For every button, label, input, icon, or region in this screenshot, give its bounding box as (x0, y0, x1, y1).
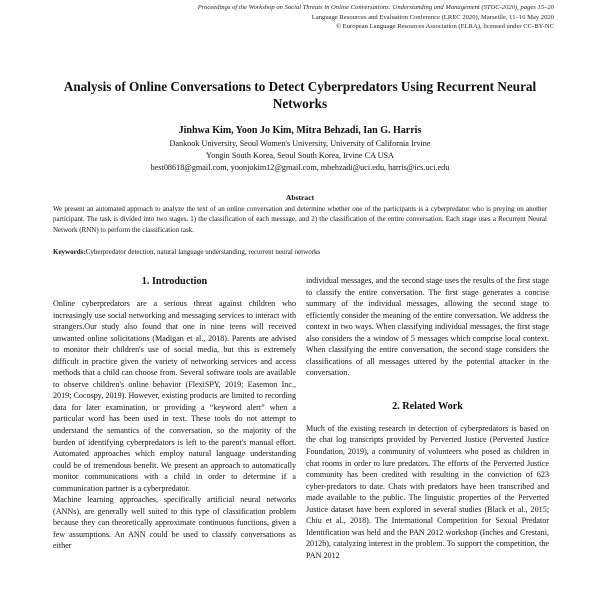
left-column (53, 276, 296, 552)
header-line-2: Language Resources and Evaluation Conference (LREC 2020), Marseille, 11–16 May 2020 (311, 13, 554, 21)
affiliations (40, 138, 560, 174)
header-line-3: © European Language Resources Association (ELRA), licensed under CC-BY-NC (336, 23, 554, 31)
intro-paragraph-1: Online cyberpredators are a serious threat against children who increasingly use social networking and messaging services to interact with strangers.Our study also found that one in nine teens will received unwanted online solicitations (Madigan et al., 2018). Parents are advised to monitor their children's use of social media, but this is extremely difficult in practice given the variety of networking services and access methods that a child can choose from. Several software tools are available to observe children's online behavior (FlexiSPY, 2019; Easemon Inc., 2019; Cocospy, 2019). However, existing products are limited to recording data for later examination, or providing a “keyword alert” when a particular word has been used in text. These tools do not attempt to understand the semantics of the conversation, so the majority of the burden of identifying cyberpredators is left to the parent's manual effort. Automated approaches which employ natural language understanding could be of tremendous benefit. We present an approach to automatically monitor communications with a child in order to determine if a communication partner is a cyberpredator. (53, 299, 296, 493)
right-column (306, 275, 549, 561)
keywords-label: Keywords: (53, 248, 86, 256)
intro-continued-paragraph: individual messages, and the second stage uses the results of the first stage to classify the entire conversation. The first stage generates a concise summary of the individual messages, allowing the second stage to efficiently consider the meaning of the entire conversation. We address the context in two ways. When classifying individual messages, the first stage also considers the a window of 5 messages which comprise local context. When classifying the entire conversation, the second stage considers the classifications of all messages uttered by the potential attacker in the conversation. (306, 276, 549, 378)
intro-paragraph-2: Machine learning approaches, specifically artificial neural networks (ANNs), are generally well suited to this type of classification problem because they can theoretically approximate continuous functions, given a few assumptions. An ANN could be used to classify conversations as either (53, 495, 296, 551)
section-heading-introduction: 1. Introduction (141, 276, 208, 287)
related-work-paragraph: Much of the existing research in detection of cyberpredators is based on the chat log transcripts provided by Perverted Justice (Perverted Justice Foundation, 2019), a community of volunteers who posed as children in chat rooms in order to lure predators. The efforts of the Perverted Justice community has been credited with resulting in the conviction of 623 cyber-predators to date. Chats with predators have been transcribed and made available to the public. The linguistic properties of the Perverted Justice dataset have been explored in several studies (Black et al., 2015; Chiu et al., 2018). The International Competition for Sexual Predator Identification was held and the PAN 2012 workshop (Inches and Crestani, 2012b), catalyzing interest in the problem. To support the competition, the PAN 2012 (306, 423, 549, 560)
keywords-text: Cyberpredator detection, natural language understanding, recurrent neural networks (85, 248, 321, 256)
header-line-1: Proceedings of the Workshop on Social Threats in Online Conversations: Understanding and Management (STOC-2020), pages 15–20 (197, 4, 554, 11)
author-emails: best08618@gmail.com, yoonjokim12@gmail.com, mbehzadi@uci.edu, harris@ics.uci.edu (150, 163, 450, 172)
proceedings-header (34, 3, 554, 32)
author-list: Jinhwa Kim, Yoon Jo Kim, Mitra Behzadi, Ian G. Harris (178, 125, 422, 136)
abstract-text: We present an automated approach to analyze the text of an online conversation and determine whether one of the participants is a cyberpredator who is preying on another participant. The task is divided into two stages, 1) the classification of each message, and 2) the classification of the entire conversation. Each stage uses a Recurrent Neural Network (RNN) to perform the classification task. (53, 205, 547, 234)
affiliation-line-2: Yongin South Korea, Seoul South Korea, Irvine CA USA (206, 151, 394, 160)
paper-title: Analysis of Online Conversations to Detect Cyberpredators Using Recurrent Neural Networks (63, 79, 537, 111)
abstract-heading: Abstract (285, 193, 315, 202)
section-heading-related-work: 2. Related Work (392, 400, 463, 412)
keywords (53, 247, 547, 257)
affiliation-line-1: Dankook University, Seoul Women's University, University of California Irvine (169, 139, 431, 148)
